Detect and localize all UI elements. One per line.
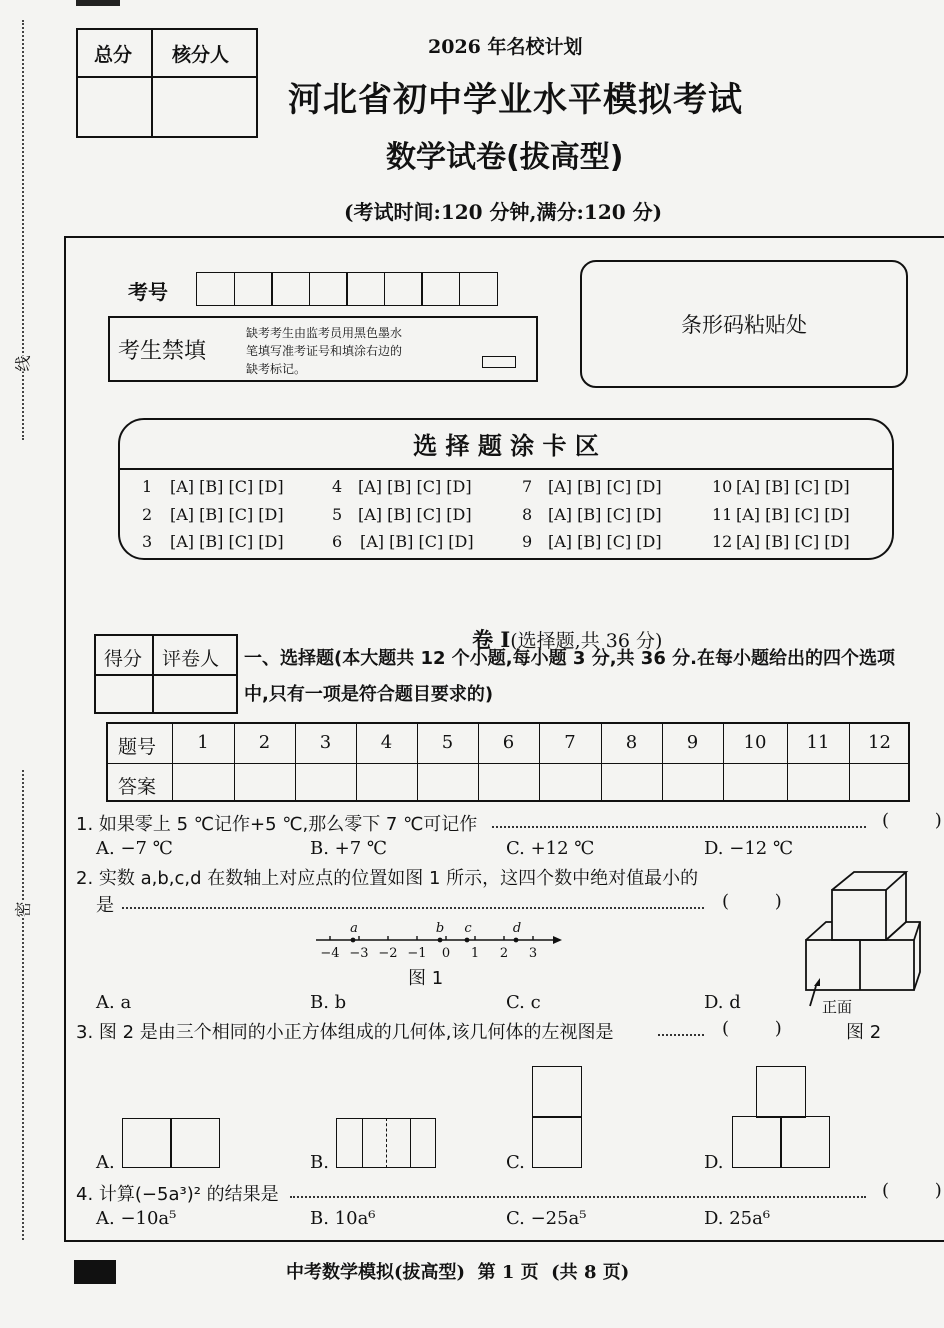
tick-label: 3: [528, 946, 538, 961]
table-number: 8: [625, 732, 638, 753]
q4-bracket: ( ): [882, 1180, 942, 1201]
barcode-label: 条形码粘贴处: [681, 313, 807, 337]
absent-mark-box[interactable]: [482, 356, 516, 368]
bubble-sheet-title: 选 择 题 涂 卡 区: [413, 432, 599, 460]
q2-option-b: B. b: [310, 992, 347, 1013]
total-score-box: [76, 28, 258, 138]
table-number: 6: [502, 732, 515, 753]
binding-mark-line: 线: [11, 355, 34, 371]
bubble-choices[interactable]: [A] [B] [C] [D]: [548, 532, 662, 551]
q1-option-c: C. +12 ℃: [506, 838, 595, 859]
q3-option-a-label: A.: [96, 1152, 115, 1173]
q3-option-c-shape: [532, 1066, 582, 1118]
binding-dotted-line-top: [22, 20, 24, 440]
q2-bracket: ( ): [722, 891, 782, 912]
bubble-choices[interactable]: [A] [B] [C] [D]: [170, 477, 284, 496]
barcode-area: [580, 260, 908, 388]
exam-number-boxes: [196, 272, 498, 306]
table-row1-label: 题号: [118, 736, 157, 758]
bubble-number: 12: [712, 532, 733, 551]
bubble-number: 5: [332, 505, 343, 524]
binding-mark-seal: 密: [11, 901, 34, 917]
tick-label: −1: [407, 946, 427, 961]
point-label-c: c: [464, 921, 472, 936]
table-number: 10: [743, 732, 767, 753]
q3-option-a-shape: [122, 1118, 172, 1168]
q1-option-a: A. −7 ℃: [96, 838, 173, 859]
point-label-a: a: [350, 921, 358, 936]
q2-option-a: A. a: [96, 992, 132, 1013]
table-row2-label: 答案: [118, 776, 157, 798]
q3-bracket: ( ): [722, 1018, 782, 1039]
tick-label: −3: [349, 946, 369, 961]
bubble-choices[interactable]: [A] [B] [C] [D]: [358, 505, 472, 524]
q1-bracket: ( ): [882, 810, 942, 831]
table-number: 11: [806, 732, 830, 753]
section-instructions-2: 中,只有一项是符合题目要求的): [244, 684, 494, 705]
bubble-choices[interactable]: [A] [B] [C] [D]: [736, 505, 850, 524]
exam-number-digit[interactable]: [271, 272, 310, 306]
section-instructions-1: 一、选择题(本大题共 12 个小题,每小题 3 分,共 36 分.在每小题给出的四个选项: [244, 648, 895, 669]
q4-leader-dots: [290, 1196, 866, 1198]
bubble-choices[interactable]: [A] [B] [C] [D]: [358, 477, 472, 496]
q2-option-d: D. d: [704, 992, 741, 1013]
q3-option-c-label: C.: [506, 1152, 525, 1173]
binding-dotted-line-bottom: [22, 770, 24, 1240]
exam-number-digit[interactable]: [234, 272, 273, 306]
q3-option-d-shape: [780, 1116, 830, 1168]
q3-option-d-shape: [756, 1066, 806, 1118]
table-number: 5: [441, 732, 454, 753]
q3-leader-dots: [658, 1034, 704, 1036]
table-number: 1: [197, 732, 209, 753]
bubble-choices[interactable]: [A] [B] [C] [D]: [736, 532, 850, 551]
exam-number-digit[interactable]: [346, 272, 385, 306]
q4-option-c: C. −25a⁵: [506, 1208, 587, 1229]
exam-number-digit[interactable]: [459, 272, 498, 306]
page-title: 河北省初中学业水平模拟考试: [288, 80, 743, 120]
exam-number-digit[interactable]: [421, 272, 460, 306]
exam-number-digit[interactable]: [384, 272, 423, 306]
q4-option-b: B. 10a⁶: [310, 1208, 376, 1229]
bubble-choices[interactable]: [A] [B] [C] [D]: [170, 505, 284, 524]
q3-option-d-shape: [732, 1116, 782, 1168]
q3-option-c-shape: [532, 1116, 582, 1168]
tick-label: 2: [499, 946, 509, 961]
total-score-label: 总分: [94, 44, 133, 66]
absent-note-1: 缺考考生由监考员用黑色墨水: [246, 326, 403, 340]
q3-option-d-label: D.: [704, 1152, 724, 1173]
q2-stem-line2: 是: [96, 895, 114, 916]
point-label-b: b: [435, 921, 445, 936]
checker-label: 核分人: [172, 44, 230, 66]
exam-number-label: 考号: [128, 280, 168, 304]
q4-option-d: D. 25a⁶: [704, 1208, 771, 1229]
q3-option-a-shape: [170, 1118, 220, 1168]
page-subtitle: 数学试卷(拔高型): [386, 140, 624, 175]
q2-option-c: C. c: [506, 992, 541, 1013]
section-score-label: 得分: [104, 648, 143, 670]
exam-number-digit[interactable]: [309, 272, 348, 306]
volume-label: 卷 Ⅰ: [472, 627, 511, 652]
section-score-box: [94, 634, 238, 714]
bubble-number: 11: [712, 505, 733, 524]
bubble-choices[interactable]: [A] [B] [C] [D]: [170, 532, 284, 551]
table-number: 4: [380, 732, 393, 753]
forbidden-label: 考生禁填: [118, 339, 207, 364]
figure-2-cubes: [800, 868, 928, 1018]
table-number: 9: [686, 732, 699, 753]
table-number: 3: [319, 732, 332, 753]
absent-note-3: 缺考标记。: [246, 362, 307, 376]
tick-label: 1: [470, 946, 480, 961]
q2-stem-line1: 2. 实数 a,b,c,d 在数轴上对应点的位置如图 1 所示，这四个数中绝对值最小的: [76, 868, 699, 889]
table-number: 12: [868, 732, 891, 753]
volume-note: (选择题,共 36 分): [510, 630, 663, 652]
year-line: 2026 年名校计划: [428, 36, 583, 58]
tick-label: −4: [320, 946, 340, 961]
figure-2-caption: 图 2: [846, 1022, 882, 1043]
bubble-number: 7: [522, 477, 533, 496]
figure-1-caption: 图 1: [408, 968, 444, 989]
bubble-number: 3: [142, 532, 153, 551]
bubble-choices[interactable]: [A] [B] [C] [D]: [548, 477, 662, 496]
tick-label: −2: [378, 946, 398, 961]
q3-stem: 3. 图 2 是由三个相同的小正方体组成的几何体,该几何体的左视图是: [76, 1022, 614, 1043]
number-line-figure: [310, 916, 570, 964]
bubble-choices[interactable]: [A] [B] [C] [D]: [736, 477, 850, 496]
q3-option-b-label: B.: [310, 1152, 329, 1173]
bubble-number: 2: [142, 505, 153, 524]
q4-option-a: A. −10a⁵: [96, 1208, 177, 1229]
section-grader-label: 评卷人: [162, 648, 220, 670]
q1-option-d: D. −12 ℃: [704, 838, 794, 859]
bubble-number: 4: [332, 477, 343, 496]
bubble-number: 6: [332, 532, 343, 551]
q1-leader-dots: [492, 826, 866, 828]
q1-option-b: B. +7 ℃: [310, 838, 388, 859]
table-number: 2: [258, 732, 271, 753]
absent-note-2: 笔填写准考证号和填涂右边的: [246, 344, 403, 358]
bubble-number: 1: [142, 477, 153, 496]
exam-info: (考试时间:120 分钟,满分:120 分): [344, 200, 663, 224]
q2-leader-dots: [122, 907, 704, 909]
corner-mark: [76, 0, 120, 6]
candidate-forbidden-box: [108, 316, 538, 382]
bubble-number: 9: [522, 532, 533, 551]
bubble-choices[interactable]: [A] [B] [C] [D]: [360, 532, 474, 551]
q4-stem: 4. 计算(−5a³)² 的结果是: [76, 1184, 279, 1205]
tick-label: 0: [441, 946, 451, 961]
front-label: 正面: [822, 998, 853, 1016]
footer-black-mark: [74, 1260, 116, 1284]
bubble-choices[interactable]: [A] [B] [C] [D]: [548, 505, 662, 524]
bubble-number: 10: [712, 477, 733, 496]
table-number: 7: [564, 732, 576, 753]
point-label-d: d: [512, 921, 522, 936]
q1-stem: 1. 如果零上 5 ℃记作+5 ℃,那么零下 7 ℃可记作: [76, 814, 478, 835]
answer-table: [106, 722, 910, 802]
bubble-number: 8: [522, 505, 533, 524]
exam-number-digit[interactable]: [196, 272, 235, 306]
footer-text: 中考数学模拟(拔高型) 第 1 页 (共 8 页): [286, 1262, 630, 1283]
